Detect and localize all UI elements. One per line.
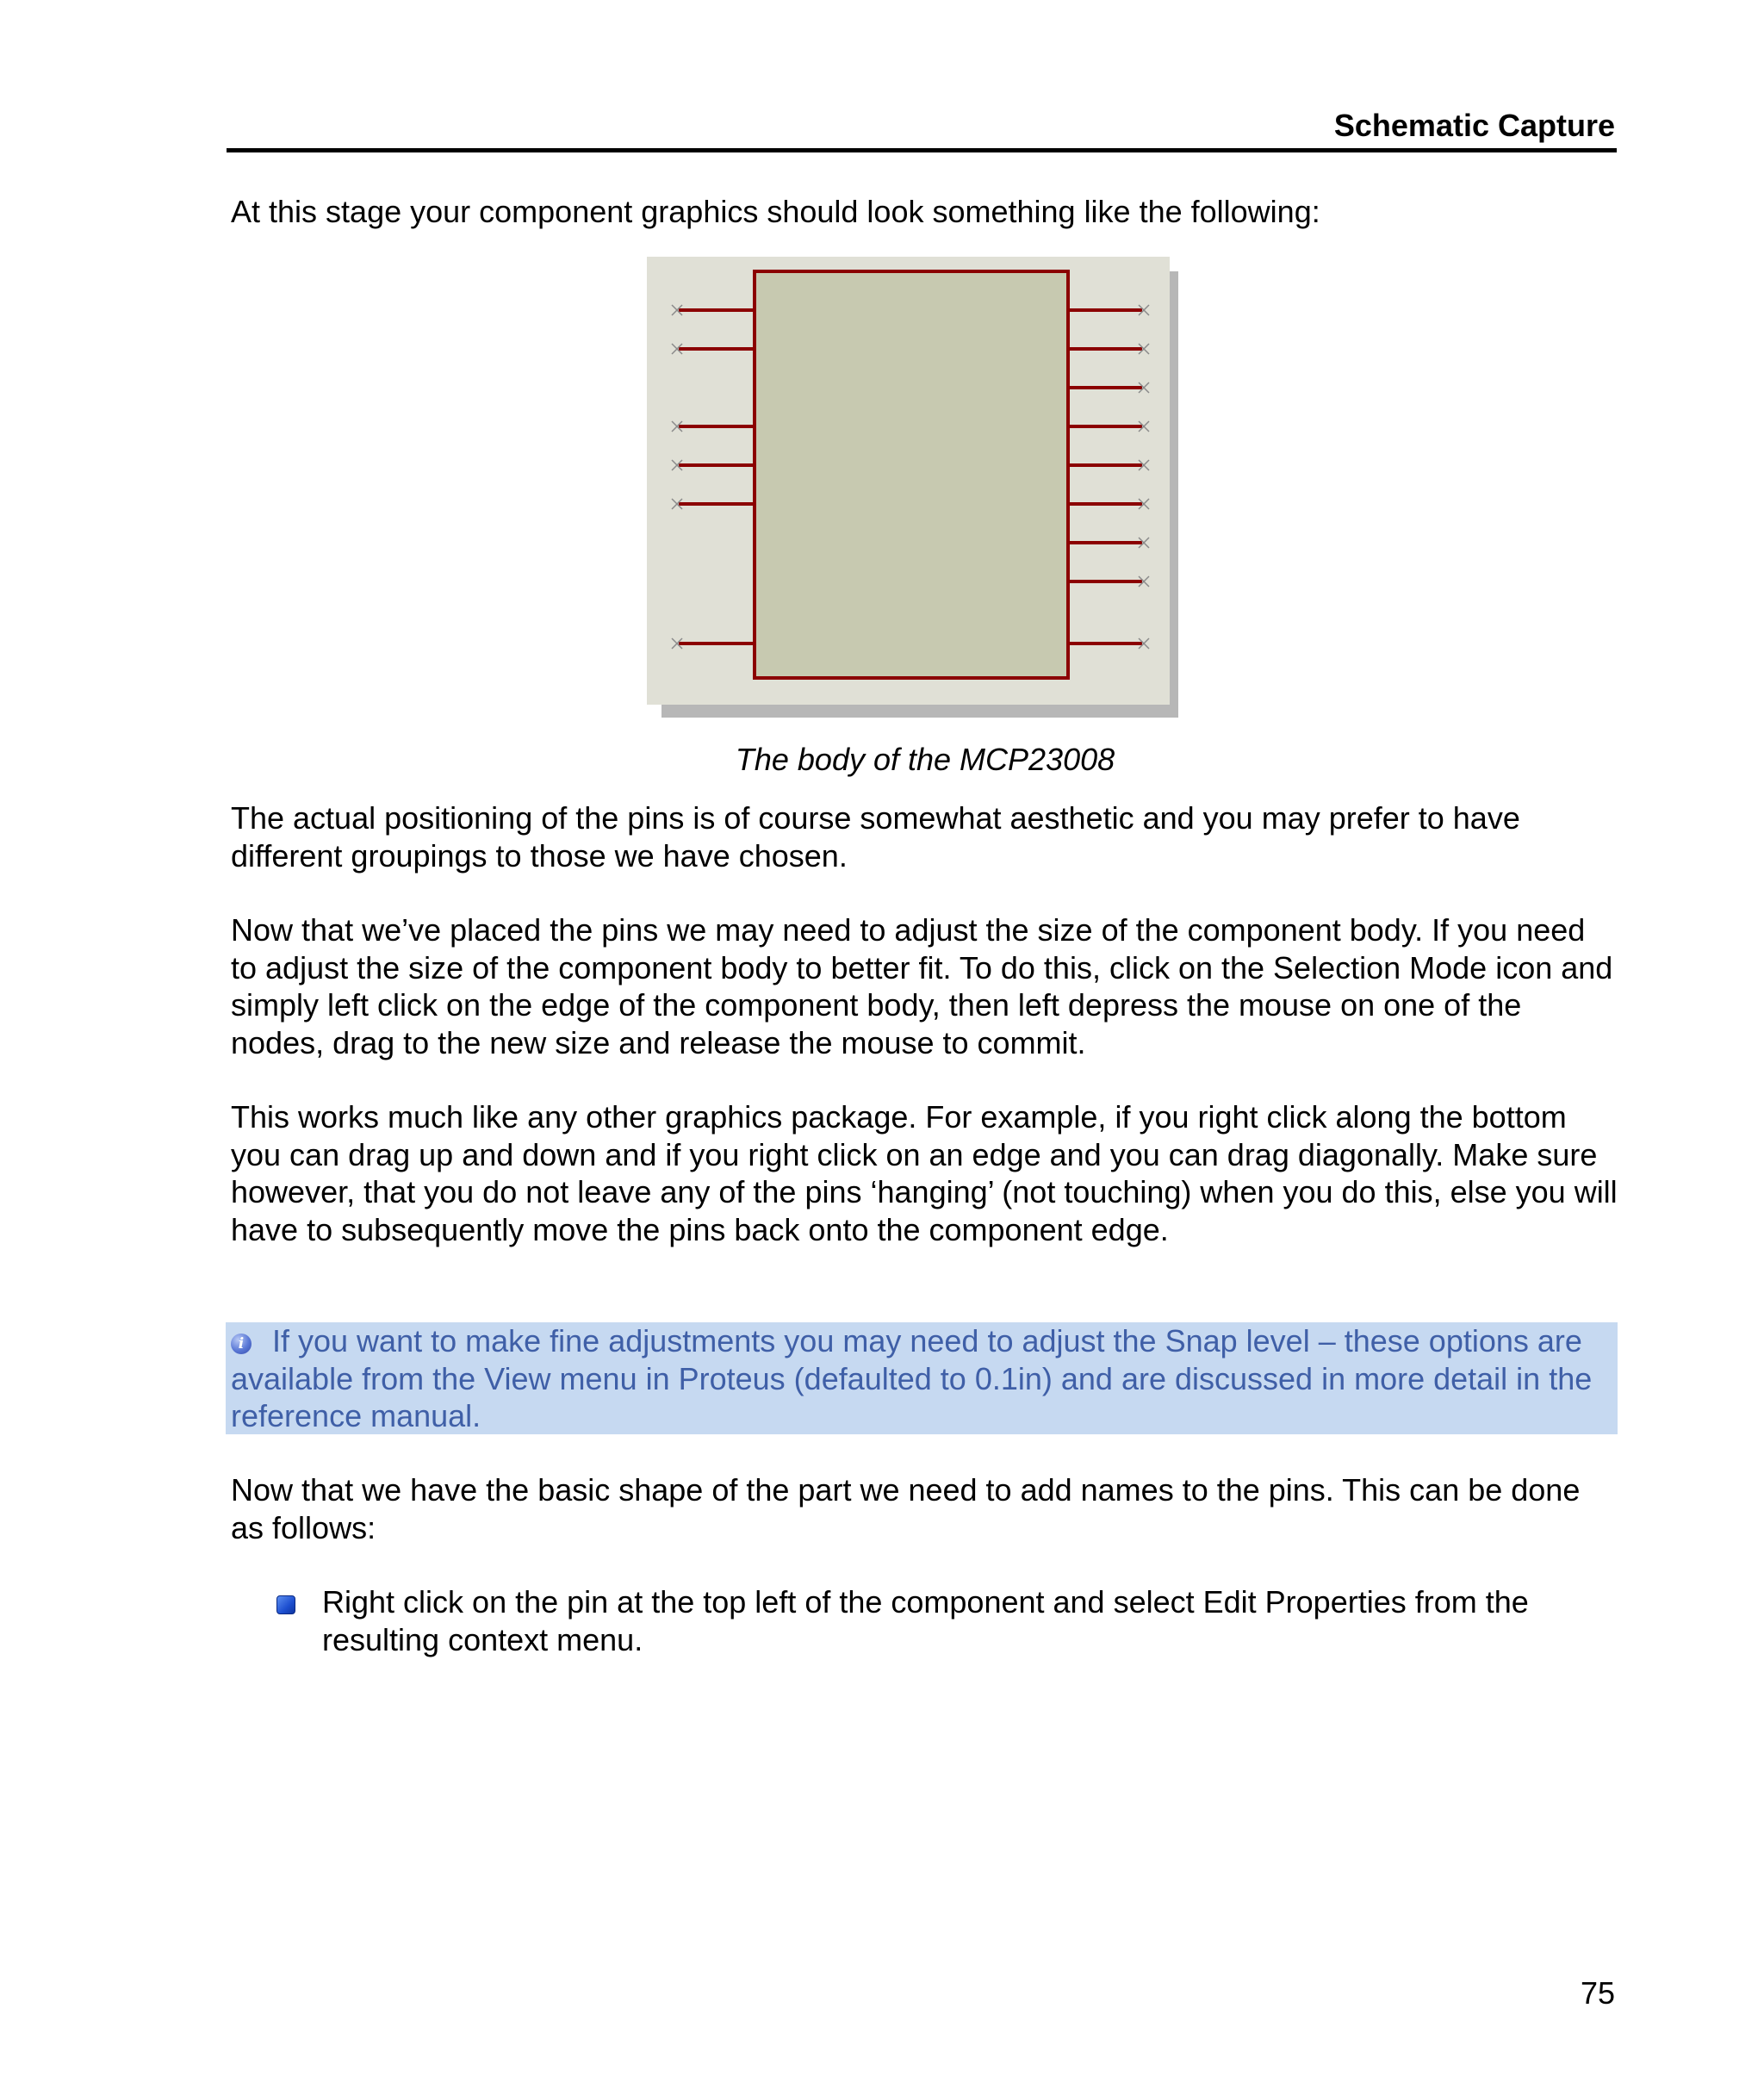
header-rule (227, 148, 1617, 152)
info-icon: i (231, 1334, 252, 1354)
figure-caption: The body of the MCP23008 (735, 742, 1115, 777)
paragraph-adjust-body: Now that we’ve placed the pins we may need to adjust the size of the component body. If you need to adjust the size of the component body to better fit. To do this, click on the Selection Mode icon and simply left click on the edge of the component body, then left depress the mouse on one of the nodes, drag to the new size and release the mouse to commit. (231, 912, 1613, 1060)
component-figure (644, 254, 1182, 724)
intro-paragraph: At this stage your component graphics should look something like the following: (231, 194, 1320, 229)
list-item: Right click on the pin at the top left of the component and select Edit Properties from the resulting context menu. (322, 1584, 1529, 1657)
component-body (755, 271, 1068, 678)
page-number: 75 (1580, 1975, 1615, 2011)
note-paragraph (231, 1322, 1614, 1435)
mcp23008-body-drawing (644, 254, 1182, 724)
note-text: If you want to make fine adjustments you may need to adjust the Snap level – these options are available from the View menu in Proteus (defaulted to 0.1in) and are discussed in more detail in the reference manual. (231, 1323, 1593, 1433)
paragraph-pin-positioning: The actual positioning of the pins is of course somewhat aesthetic and you may prefer to have different groupings to those we have chosen. (231, 800, 1520, 874)
note-box (226, 1322, 1618, 1434)
running-header-title: Schematic Capture (1333, 108, 1615, 143)
paragraph-graphics-package: This works much like any other graphics package. For example, if you right click along the bottom you can drag up and down and if you right click on an edge and you can drag diagonally. Make sure however, that you do not leave any of the pins ‘hanging’ (not touching) when you do this, else you will have to subsequently move the pins back onto the component edge. (231, 1099, 1618, 1247)
paragraph-add-pin-names: Now that we have the basic shape of the part we need to add names to the pins. This can be done as follows: (231, 1472, 1581, 1545)
bullet-square-icon (276, 1595, 295, 1614)
